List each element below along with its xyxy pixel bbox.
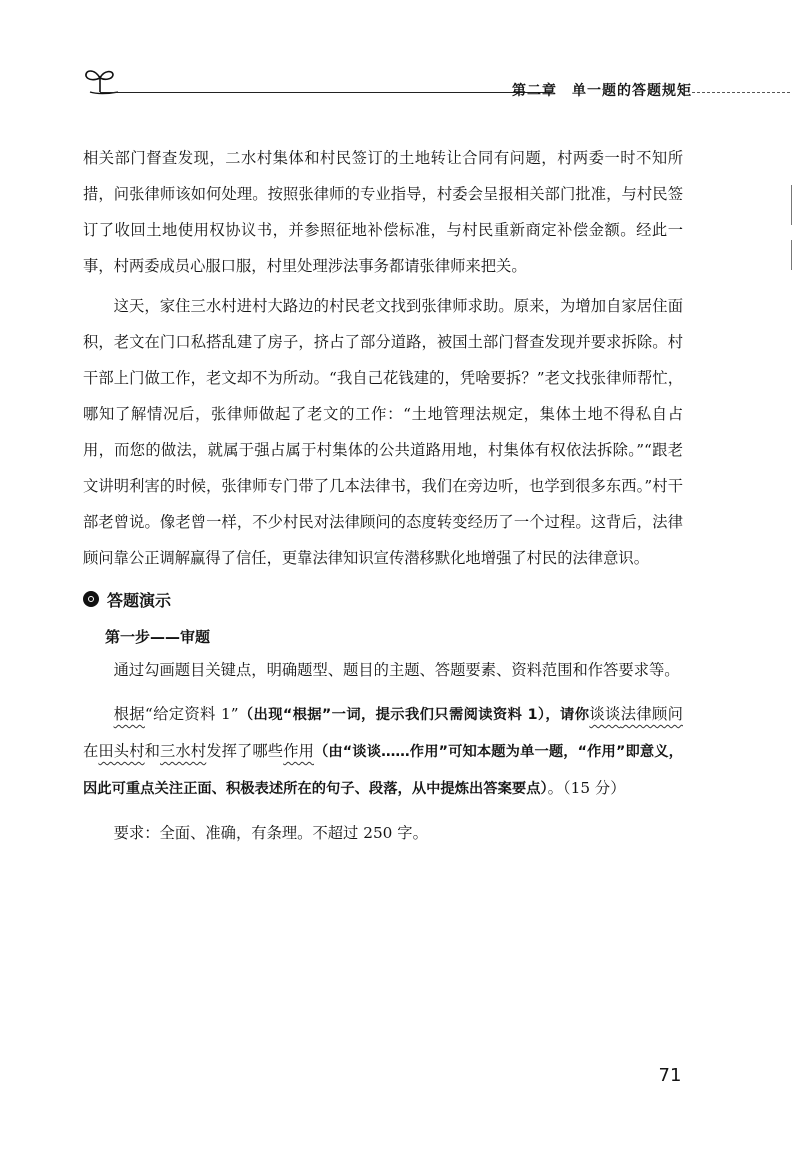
- margin-mark: [791, 240, 792, 270]
- header-rule-dashed: [692, 92, 790, 93]
- page-number: 71: [658, 1065, 682, 1086]
- page-header: [78, 66, 790, 106]
- requirement-paragraph: 要求：全面、准确，有条理。不超过 250 字。: [113, 824, 428, 842]
- question-text: 和: [144, 742, 161, 760]
- question-keyword: 作用: [283, 742, 315, 760]
- step-title: 第一步——审题: [105, 628, 211, 646]
- question-score: 。（15 分）: [547, 779, 626, 797]
- section-heading: [83, 582, 683, 616]
- question-keyword: 三水村: [160, 742, 207, 760]
- question-text: 发挥了哪些: [206, 742, 284, 760]
- page-body: [83, 140, 683, 851]
- chapter-title: 第二章 单一题的答题规矩: [512, 83, 692, 99]
- section-title: 答题演示: [107, 590, 172, 610]
- instruction-paragraph: 通过勾画题目关键点，明确题型、题目的主题、答题要素、资料范围和作答要求等。: [113, 661, 680, 679]
- margin-mark: [791, 185, 792, 225]
- question-keyword: 谈谈: [589, 705, 621, 723]
- paragraph: 相关部门督查发现，二水村集体和村民签订的土地转让合同有问题，村两委一时不知所措，问张律师该如何处理。按照张律师的专业指导，村委会呈报相关部门批准，与村民签订了收回土地使用权协议书，并参照征地补偿标准，与村民重新商定补偿金额。经此一事，村两委成员心服口服，村里处理涉法事务都请张律师来把关。: [83, 149, 683, 275]
- question-text: 在: [83, 742, 99, 760]
- question-text: “给定资料 1”: [144, 705, 239, 723]
- bullet-icon: [83, 591, 99, 607]
- question-paragraph: [83, 696, 683, 807]
- question-annotation: （由“谈谈……作用”可知本题为单一题，“作用”即意义，因此可重点关注正面、积极表述所在的句子、段落，从中提炼出答案要点）: [83, 744, 683, 797]
- question-keyword: 根据: [113, 705, 145, 723]
- paragraph: 这天，家住三水村进村大路边的村民老文找到张律师求助。原来，为增加自家居住面积，老文在门口私搭乱建了房子，挤占了部分道路，被国土部门督查发现并要求拆除。村干部上门做工作，老文却不为所动。“我自己花钱建的，凭啥要拆？”老文找张律师帮忙，哪知了解情况后，张律师做起了老文的工作：“土地管理法规定，集体土地不得私自占用，而您的做法，就属于强占属于村集体的公共道路用地，村集体有权依法拆除。”“跟老文讲明利害的时候，张律师专门带了几本法律书，我们在旁边听，也学到很多东西。”村干部老曾说。像老曾一样，不少村民对法律顾问的态度转变经历了一个过程。这背后，法律顾问靠公正调解赢得了信任，更靠法律知识宣传潜移默化地增强了村民的法律意识。: [83, 297, 683, 567]
- question-annotation: （出现“根据”一词，提示我们只需阅读资料 1），请你: [238, 707, 590, 723]
- question-keyword: 法律顾问: [620, 705, 683, 723]
- question-keyword: 田头村: [98, 742, 145, 760]
